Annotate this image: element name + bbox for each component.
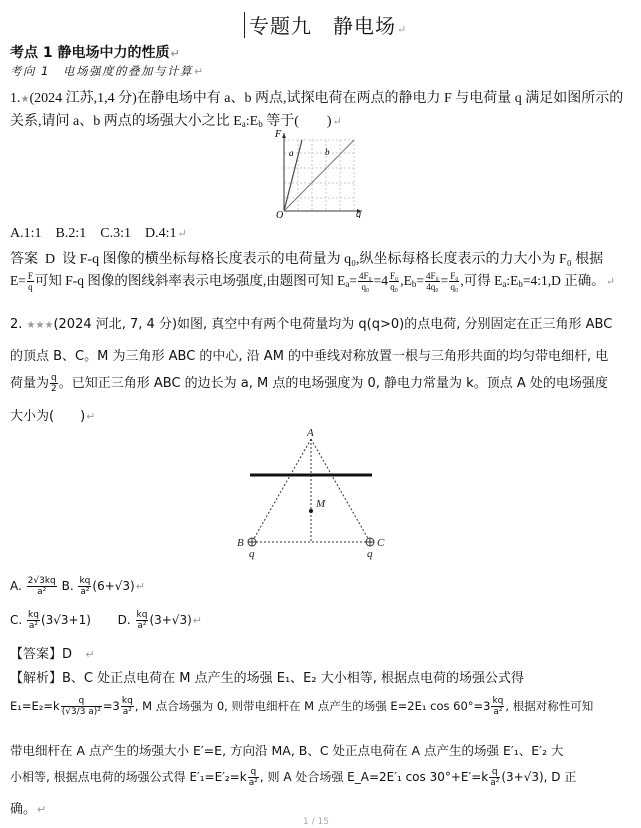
side-ac xyxy=(311,439,370,542)
q2-options-row1: A. $\frac{2√3kq}{\text{a²}}$ B. $\frac{kq}{\text{a²}}$ (6+√3)↵ xyxy=(10,576,145,597)
q1-explanation-line2: E= $\frac{F}{q}$ 可知 F-q 图像的图线斜率表示电场强度,由题图可知 $E_a=$ $\frac{\text{4F₀}}{\text{q₀}}$ =4 $\frac{\text{F₀}}{\text{q₀}}$ $,E_b=$ $\frac{\text{4F₀}}{\text{4q₀}}$ = $\frac{\text{F₀}}{\text{q₀}}$ ,可得 $E_a:E_b=4:1,D$ 正确。↵ xyxy=(10,271,615,293)
q1-line2: 关系,请问 a、b 两点的场强大小之比 $E_a:E_b$ 等于( )↵ xyxy=(10,114,342,129)
q2-exp-line4: 小相等, 根据点电荷的场强公式得 E′₁=E′₂=k $\frac{q}{\text{a²}}$ , 则 A 处合场强 E_A=2E′₁ cos 30°+E′=k $\frac{q}{\text{a²}}$ (3+√3), D 正 xyxy=(10,767,577,788)
option-d: D.4:1 xyxy=(144,226,177,241)
label-b: B xyxy=(237,537,244,549)
side-ab xyxy=(252,439,311,542)
q2-answer: 【答案】D ↵ xyxy=(10,647,95,662)
q1-fq-graph xyxy=(270,128,370,218)
label-m: M xyxy=(316,498,326,510)
axis-label-f: F xyxy=(275,129,282,140)
text-cursor xyxy=(244,12,245,38)
q1-options: A.1:1 B.2:1 C.3:1 D.4:1↵ xyxy=(10,226,187,241)
option-a: A.1:1 xyxy=(10,226,42,241)
charge-b xyxy=(248,538,256,546)
point-m xyxy=(309,509,313,513)
page-title: 专题九 静电场↵ xyxy=(244,10,407,39)
subsection-heading: 考向 1 电场强度的叠加与计算↵ xyxy=(10,64,205,78)
label-a: A xyxy=(307,427,314,439)
label-c: C xyxy=(377,537,385,549)
option-a: A. $\frac{2√3kq}{\text{a²}}$ xyxy=(10,576,56,597)
title-text: 专题九 静电场 xyxy=(249,14,396,38)
q2-line2: 的顶点 B、C。M 为三角形 ABC 的中心, 沿 AM 的中垂线对称放置一根与三角形共面的均匀带电细杆, 电 xyxy=(10,349,609,364)
option-d: D. $\frac{kq}{\text{a²}}$ (3+√3) xyxy=(117,610,192,631)
star-icon: ★★★ xyxy=(26,320,54,331)
q2-line1: 2. ★★★(2024 河北, 7, 4 分)如图, 真空中有两个电荷量均为 q(q>0)的点电荷, 分别固定在正三角形 ABC xyxy=(10,317,613,332)
q1-answer: D xyxy=(45,252,56,267)
option-c: C. $\frac{kq}{\text{a²}}$ (3√3+1) xyxy=(10,610,91,631)
section-heading: 考点 1 静电场中力的性质↵ xyxy=(10,45,180,61)
q2-exp-line2: E₁=E₂=k $\frac{q}{\text{(√3/3 a)²}}$ =3 $\frac{kq}{\text{a²}}$ , M 点合场强为 0, 则带电细杆在 M 点产生的场强 E=2E₁ cos 60°=3 $\frac{kq}{\text{a²}}$ , 根据对称性可知 xyxy=(10,696,594,717)
q2-exp-line3: 带电细杆在 A 点产生的场强大小 E′=E, 方向沿 MA, B、C 处正点电荷在 A 点产生的场强 E′₁、E′₂ 大 xyxy=(10,743,564,758)
label-qc: q xyxy=(367,548,373,560)
q2-line4: 大小为( )↵ xyxy=(10,409,96,424)
q2-triangle-figure xyxy=(228,425,418,565)
q1-answer-line: 答案 D 设 F-q 图像的横坐标每格长度表示的电荷量为 q₀,纵坐标每格长度表示的力大小为 F₀ 根据 xyxy=(10,252,604,267)
label-qb: q xyxy=(249,548,255,560)
line-a-label: a xyxy=(289,148,294,158)
option-b: B. $\frac{kq}{\text{a²}}$ (6+√3) xyxy=(61,576,135,597)
q2-exp-line5: 确。↵ xyxy=(10,802,47,817)
q2-line3: 荷量为 $\frac{q}{2}$ 。已知正三角形 ABC 的边长为 a, M 点的电场强度为 0, 静电力常量为 k。顶点 A 处的电场强度 xyxy=(10,373,608,394)
q1-line1: 1.★(2024 江苏,1,4 分)在静电场中有 a、b 两点,试探电荷在两点的静电力 F 与电荷量 q 满足如图所示的 xyxy=(10,91,624,106)
charge-c xyxy=(366,538,374,546)
axis-label-q: q xyxy=(356,209,361,218)
star-icon: ★ xyxy=(20,94,30,105)
page-indicator: 1 / 15 xyxy=(303,817,329,827)
line-b-label: b xyxy=(325,147,330,157)
origin-label: O xyxy=(276,210,284,218)
q2-options-row2: C. $\frac{kq}{\text{a²}}$ (3√3+1) D. $\frac{kq}{\text{a²}}$ (3+√3)↵ xyxy=(10,610,202,631)
line-b xyxy=(284,140,354,211)
q2-exp-line1: 【解析】B、C 处正点电荷在 M 点产生的场强 E₁、E₂ 大小相等, 根据点电荷的场强公式得 xyxy=(10,671,524,686)
option-b: B.2:1 xyxy=(55,226,87,241)
option-c: C.3:1 xyxy=(100,226,131,241)
